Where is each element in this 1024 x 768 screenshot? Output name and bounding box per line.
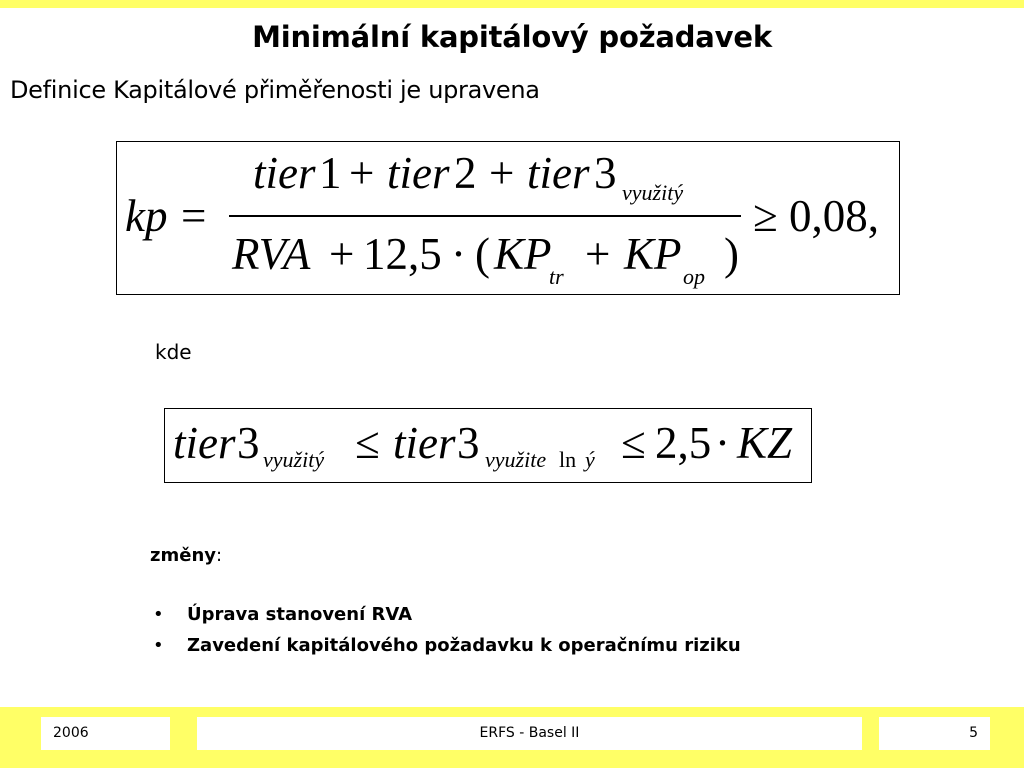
sub-coefficient: 2,5 (655, 418, 712, 468)
denominator-rva: RVA (232, 229, 311, 279)
bullet-icon: • (153, 604, 164, 625)
changes-heading-text: změny (150, 545, 216, 566)
list-item-text: Úprava stanovení RVA (187, 604, 413, 625)
denominator-close-paren: ) (724, 229, 739, 279)
formula-rhs: ≥ 0,08, (753, 191, 879, 241)
numerator-tier1-label: tier (253, 148, 316, 198)
formula-equals: = (181, 191, 207, 241)
sub-dot: · (715, 418, 730, 468)
tier3-limit-formula (164, 408, 812, 483)
numerator-tier3-label: tier (527, 148, 590, 198)
slide-subtitle: Definice Kapitálové přiměřenosti je upravena (10, 76, 540, 104)
where-label: kde (155, 340, 192, 364)
footer-page-number: 5 (879, 717, 990, 750)
denominator-coefficient: 12,5 (363, 229, 442, 279)
sub-tier3-subscript: využitý (263, 447, 325, 472)
sub-less-equal-1: ≤ (355, 418, 380, 468)
sub-tier3-subscript-2b: ln (559, 447, 577, 472)
denominator-kp-operational: KP (624, 229, 682, 279)
denominator-kp-operational-subscript: op (683, 264, 705, 289)
denominator-open-paren: ( (475, 229, 490, 279)
fraction-bar (229, 215, 741, 217)
sub-tier3-subscript-2c: ý (585, 447, 595, 472)
numerator-plus-1: + (349, 148, 375, 198)
changes-heading (150, 545, 222, 566)
denominator-plus-2: + (585, 229, 611, 279)
capital-ratio-formula (116, 141, 900, 295)
changes-heading-colon: : (216, 545, 223, 566)
sub-tier3-label: tier (173, 418, 236, 468)
denominator-kp-trading: KP (494, 229, 552, 279)
numerator-tier3-number: 3 (594, 148, 617, 198)
sub-kz: KZ (737, 418, 793, 468)
list-item (150, 634, 741, 665)
footer-date: 2006 (41, 717, 170, 750)
sub-tier3-subscript-2a: využite (485, 447, 547, 472)
denominator-plus-1: + (329, 229, 355, 279)
top-accent-bar (0, 0, 1024, 8)
sub-tier3-number: 3 (237, 418, 260, 468)
sub-tier3-label-2: tier (393, 418, 456, 468)
numerator-tier2-label: tier (387, 148, 450, 198)
slide-title: Minimální kapitálový požadavek (252, 20, 772, 54)
list-item-text: Zavedení kapitálového požadavku k operačnímu riziku (187, 635, 741, 656)
sub-tier3-number-2: 3 (457, 418, 480, 468)
sub-less-equal-2: ≤ (621, 418, 646, 468)
footer-title: ERFS - Basel II (197, 717, 862, 750)
numerator-plus-2: + (489, 148, 515, 198)
denominator-dot: · (451, 229, 466, 279)
numerator-tier1-number: 1 (319, 148, 342, 198)
list-item (150, 603, 741, 634)
numerator-tier3-subscript: využitý (622, 180, 684, 205)
numerator-tier2-number: 2 (454, 148, 477, 198)
formula-lhs: kp (125, 191, 168, 241)
changes-list (150, 603, 741, 665)
bullet-icon: • (153, 635, 164, 656)
denominator-kp-trading-subscript: tr (549, 264, 564, 289)
